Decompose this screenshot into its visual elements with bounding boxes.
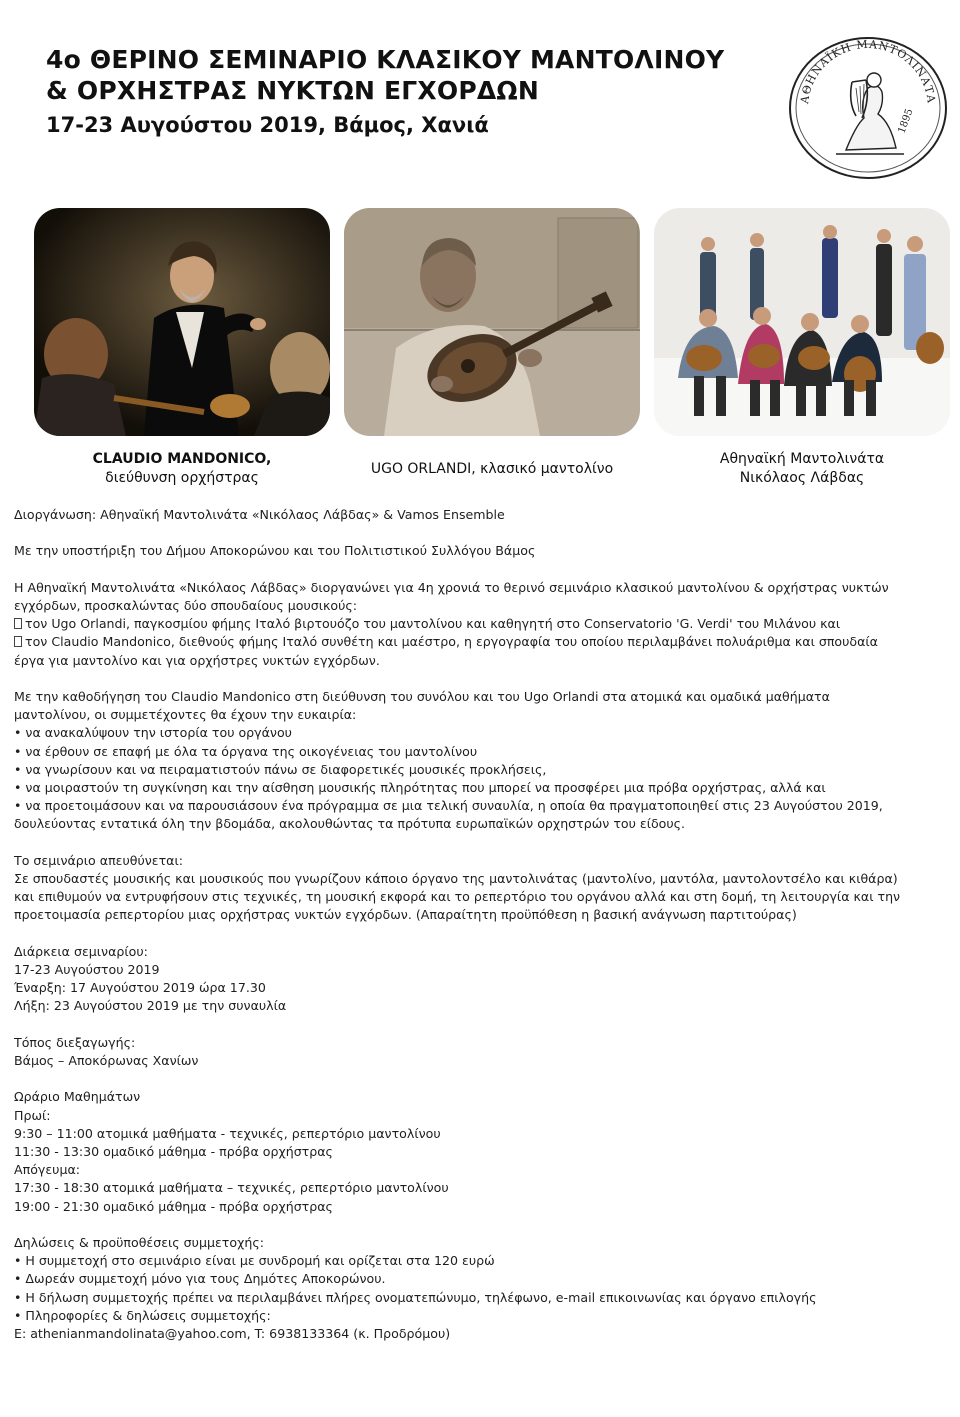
schedule-line: 17:30 - 18:30 ατομικά μαθήματα – τεχνικές, ρεπερτόριο μαντολίνου (14, 1180, 449, 1196)
mandolinata-logo (786, 30, 950, 180)
registration-line: • Δωρεάν συμμετοχή μόνο για τους Δημότες Αποκορώνου. (14, 1271, 386, 1287)
audience-paragraph (14, 852, 944, 925)
title-line-2: & ΟΡΧΗΣΤΡΑΣ ΝΥΚΤΩΝ ΕΓΧΟΡΔΩΝ (46, 76, 539, 105)
duration-line: 17-23 Αυγούστου 2019 (14, 962, 160, 977)
intro-line: εγχόρδων, προσκαλώντας δύο σπουδαίους μουσικούς: (14, 597, 358, 613)
registration-line: • Η συμμετοχή στο σεμινάριο είναι με συνδρομή και ορίζεται στα 120 ευρώ (14, 1253, 495, 1269)
venue-line: Τόπος διεξαγωγής: (14, 1034, 136, 1050)
schedule-line: Απόγευμα: (14, 1162, 81, 1178)
opportunity-line: • να ανακαλύψουν την ιστορία του οργάνου (14, 725, 292, 741)
registration-line: Δηλώσεις & προϋποθέσεις συμμετοχής: (14, 1235, 264, 1250)
intro-line: Η Αθηναϊκή Μαντολινάτα «Νικόλαος Λάβδας» διοργανώνει για 4η χρονιά το θερινό σεμινάριο κλασικού μαντολίνου & ορχήστρας νυκτών (14, 579, 889, 595)
seminar-details (14, 506, 944, 1361)
audience-line: προετοιμασία ρεπερτορίου μιας ορχήστρας νυκτών εγχόρδων. (Απαραίτητη προϋπόθεση η βασική ανάγνωση παρτιτούρας) (14, 907, 797, 923)
caption-3-subname: Νικόλαος Λάβδας (739, 470, 865, 486)
intro-bullet-claudio: τον Claudio Mandonico, διεθνούς φήμης Ιταλό συνθέτη και μαέστρο, η εργογραφία του οποίου περιλαμβάνει πολυάριθμα και σπουδαία (14, 633, 944, 651)
duration-paragraph (14, 943, 944, 1016)
schedule-line: 9:30 – 11:00 ατομικά μαθήματα - τεχνικές, ρεπερτόριο μαντολίνου (14, 1125, 441, 1141)
schedule-line: Πρωί: (14, 1107, 51, 1123)
registration-paragraph (14, 1234, 944, 1343)
poster-header (46, 44, 786, 140)
caption-claudio-mandonico (34, 450, 330, 488)
audience-line: και επιθυμούν να εντρυφήσουν στις τεχνικές, τη μουσική εκφορά και το ρεπερτόριο του οργάνου αλλά και στη δομή, τη λειτουργία και την (14, 889, 901, 905)
caption-1-role: διεύθυνση ορχήστρας (105, 470, 259, 486)
venue-line: Βάμος – Αποκόρωνας Χανίων (14, 1053, 199, 1068)
schedule-line: 19:00 - 21:30 ομαδικό μάθημα - πρόβα ορχήστρας (14, 1198, 333, 1214)
opportunity-line: • να γνωρίσουν και να πειραματιστούν πάνω σε διαφορετικές μουσικές προκλήσεις, (14, 761, 547, 777)
photo-athenian-mandolinata (654, 208, 950, 436)
duration-line: Έναρξη: 17 Αυγούστου 2019 ώρα 17.30 (14, 980, 266, 996)
duration-line: Λήξη: 23 Αυγούστου 2019 με την συναυλία (14, 998, 287, 1014)
intro-line: έργα για μαντολίνο και για ορχήστρες νυκτών εγχόρδων. (14, 652, 380, 668)
opportunities-paragraph (14, 688, 944, 834)
organizer-line: Διοργάνωση: Αθηναϊκή Μαντολινάτα «Νικόλαος Λάβδας» & Vamos Ensemble (14, 507, 505, 522)
photo-claudio-mandonico (34, 208, 330, 436)
intro-bullet-ugo: τον Ugo Orlandi, παγκοσμίου φήμης Ιταλό βιρτουόζο του μαντολίνου και καθηγητή στο Conservatorio 'G. Verdi' του Μιλάνου και (14, 615, 944, 633)
schedule-line: Ωράριο Μαθημάτων (14, 1089, 141, 1105)
audience-line: Το σεμινάριο απευθύνεται: (14, 852, 183, 868)
logo-year: 1895 (896, 107, 916, 136)
contact-line[interactable]: E: athenianmandolinata@yahoo.com, T: 6938133364 (κ. Προδρόμου) (14, 1326, 451, 1342)
schedule-paragraph (14, 1088, 944, 1215)
logo-arc-text: ΑΘΗΝΑΪΚΗ ΜΑΝΤΟΛΙΝΑΤΑ (798, 37, 938, 105)
intro-paragraph (14, 579, 944, 670)
opportunity-line: • να έρθουν σε επαφή με όλα τα όργανα της οικογένειας του μαντολίνου (14, 743, 478, 759)
venue-paragraph (14, 1034, 944, 1070)
title-line-1: 4ο ΘΕΡΙΝΟ ΣΕΜΙΝΑΡΙΟ ΚΛΑΣΙΚΟΥ ΜΑΝΤΟΛΙΝΟΥ (46, 45, 725, 74)
registration-line: • Πληροφορίες & δηλώσεις συμμετοχής: (14, 1307, 271, 1323)
event-dates-location: 17-23 Αυγούστου 2019, Βάμος, Χανιά (46, 113, 489, 137)
duration-line: Διάρκεια σεμιναρίου: (14, 943, 148, 959)
bullet-box-icon (14, 618, 22, 629)
opportunity-line: δουλεύοντας εντατικά όλη την βδομάδα, ακολουθώντας τα πρότυπα ευρωπαϊκών ορχηστρών του είδους. (14, 816, 686, 832)
bullet-box-icon (14, 636, 22, 647)
caption-athenian-mandolinata (654, 450, 950, 488)
audience-line: Σε σπουδαστές μουσικής και μουσικούς που γνωρίζουν κάποιο όργανο της μαντολινάτας (μαντολίνο, μαντόλα, μαντολοντσέλο και κιθάρα) (14, 871, 898, 886)
photo-ugo-orlandi (344, 208, 640, 436)
caption-ugo-orlandi (334, 460, 650, 479)
schedule-line: 11:30 - 13:30 ομαδικό μάθημα - πρόβα ορχήστρας (14, 1144, 333, 1159)
opportunity-line: Με την καθοδήγηση του Claudio Mandonico στη διεύθυνση του συνόλου και του Ugo Orlandi στα ατομικά και ομαδικά μαθήματα (14, 688, 830, 704)
caption-1-name: CLAUDIO MANDONICO, (92, 451, 272, 467)
registration-line: • Η δήλωση συμμετοχής πρέπει να περιλαμβάνει πλήρες ονοματεπώνυμο, τηλέφωνο, e-mail επικοινωνίας και όργανο επιλογής (14, 1289, 817, 1305)
support-line: Με την υποστήριξη του Δήμου Αποκορώνου και του Πολιτιστικού Συλλόγου Βάμος (14, 543, 536, 559)
caption-3-name: Αθηναϊκή Μαντολινάτα (719, 451, 885, 467)
opportunity-line: μαντολίνου, οι συμμετέχοντες θα έχουν την ευκαιρία: (14, 707, 357, 723)
caption-2-text: UGO ORLANDI, κλασικό μαντολίνο (370, 461, 614, 477)
opportunity-line: • να προετοιμάσουν και να παρουσιάσουν ένα πρόγραμμα σε μια τελική συναυλία, η οποία θα πραγματοποιηθεί στις 23 Αυγούστου 2019, (14, 798, 883, 814)
opportunity-line: • να μοιραστούν τη συγκίνηση και την αίσθηση μουσικής πληρότητας που μπορεί να προσφέρει μια πρόβα ορχήστρας, αλλά και (14, 780, 826, 795)
